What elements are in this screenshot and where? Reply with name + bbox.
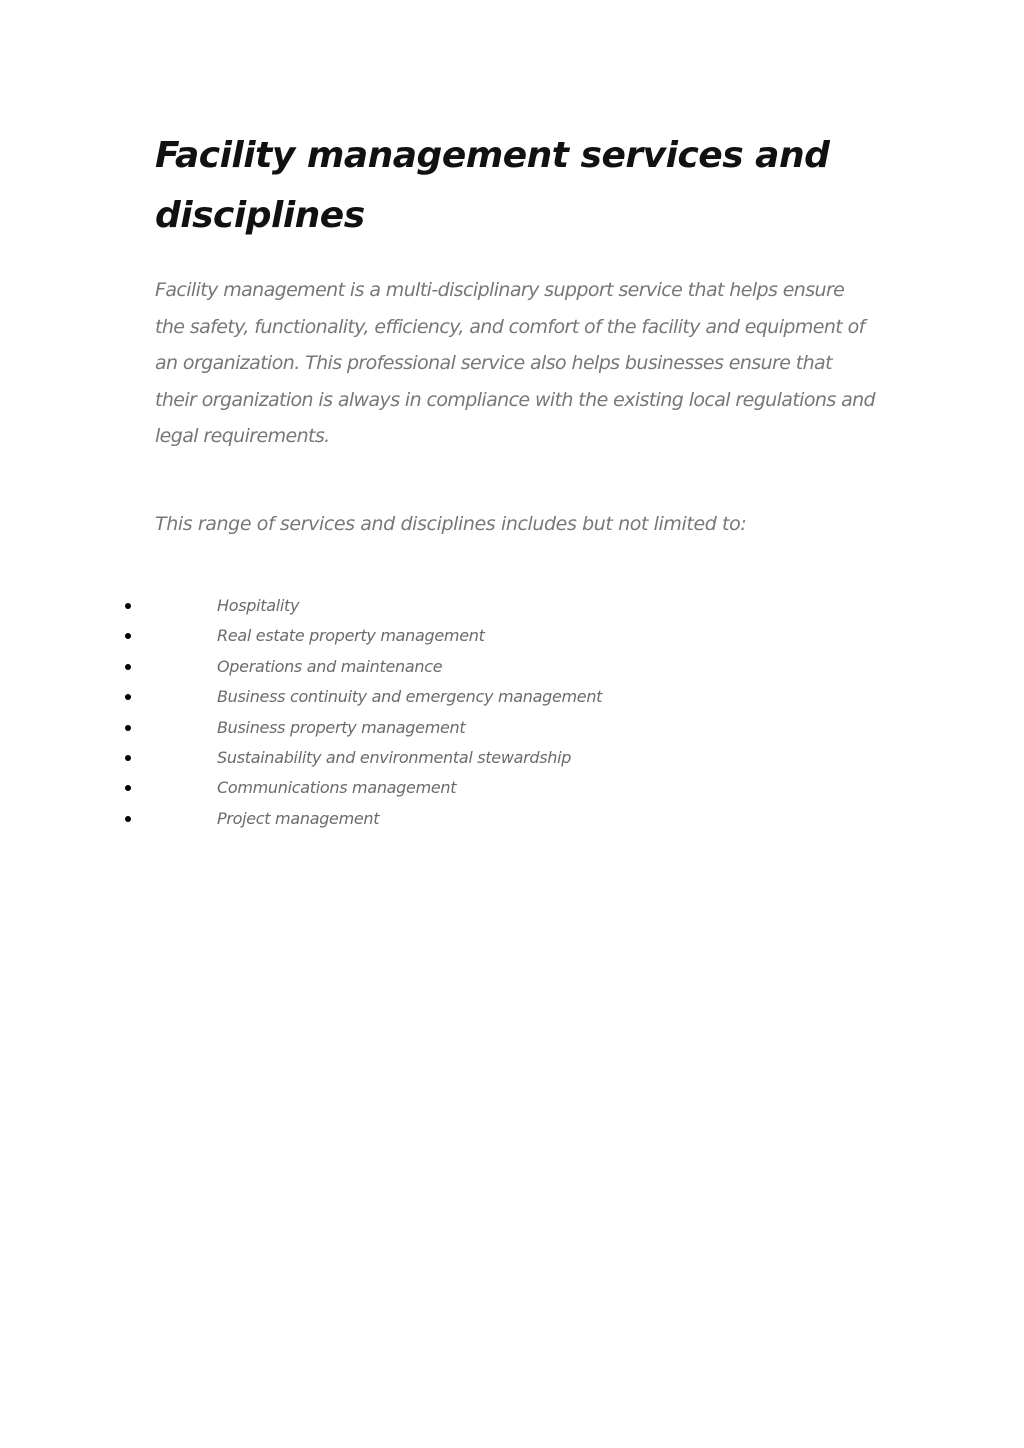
service-label: Hospitality: [217, 596, 300, 615]
service-label: Operations and maintenance: [217, 656, 443, 676]
list-item: [0, 682, 1024, 712]
bullet-icon: [125, 725, 131, 731]
list-item: [0, 804, 1024, 834]
list-item: [0, 652, 1024, 682]
service-label: Business property management: [217, 717, 466, 737]
intro-paragraph: Facility management is a multi-disciplinary support service that helps ensure the safety, functionality, efficiency, and comfort of the facility and equipment of an organization. This professional service also helps businesses ensure that their organization is always in compliance with the existing local regulations and legal requirements.: [155, 279, 876, 447]
bullet-icon: [125, 816, 131, 822]
bullet-icon: [125, 755, 131, 761]
services-lead-paragraph: This range of services and disciplines includes but not limited to:: [155, 513, 747, 535]
list-item: [0, 713, 1024, 743]
page-title: Facility management services and disciplines: [155, 135, 830, 236]
bullet-icon: [125, 785, 131, 791]
list-item: [0, 743, 1024, 773]
service-label: Sustainability and environmental stewardship: [217, 747, 572, 767]
bullet-icon: [125, 694, 131, 700]
service-label: Business continuity and emergency management: [217, 687, 603, 707]
list-item: [0, 773, 1024, 803]
bullet-icon: [125, 603, 131, 609]
list-item: [0, 621, 1024, 651]
bullet-icon: [125, 633, 131, 639]
list-item: [0, 591, 1024, 621]
services-list: [0, 591, 1024, 834]
bullet-icon: [125, 664, 131, 670]
service-label: Real estate property management: [217, 626, 485, 646]
service-label: Communications management: [217, 778, 457, 798]
service-label: Project management: [217, 808, 380, 828]
